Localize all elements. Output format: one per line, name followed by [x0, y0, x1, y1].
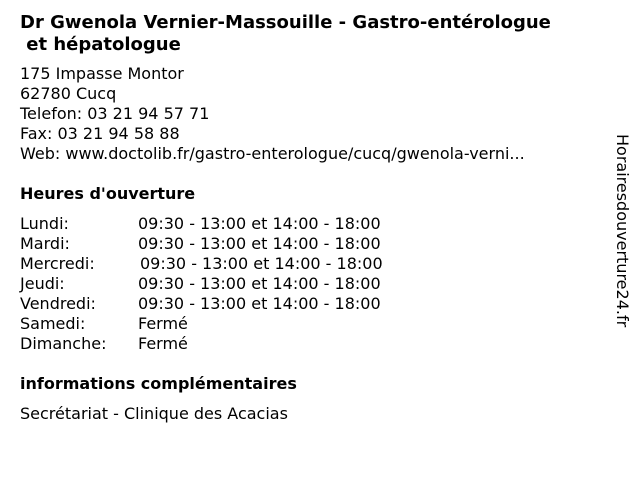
- day-label: Mercredi:: [20, 254, 95, 273]
- fax-number: Fax: 03 21 94 58 88: [20, 124, 180, 143]
- day-label: Samedi:: [20, 314, 86, 333]
- website-link[interactable]: Web: www.doctolib.fr/gastro-enterologue/cucq/gwenola-verni...: [20, 144, 525, 163]
- title-line-2: et hépatologue: [20, 34, 181, 55]
- day-label: Vendredi:: [20, 294, 96, 313]
- title-line-1: Dr Gwenola Vernier-Massouille - Gastro-entérologue: [20, 12, 551, 33]
- city-address: 62780 Cucq: [20, 84, 117, 103]
- phone-number: Telefon: 03 21 94 57 71: [20, 104, 210, 123]
- hours-value: Fermé: [138, 334, 188, 353]
- site-watermark: Horairesdouverture24.fr: [613, 134, 632, 328]
- day-label: Lundi:: [20, 214, 69, 233]
- hours-value: Fermé: [138, 314, 188, 333]
- additional-info-heading: informations complémentaires: [20, 374, 297, 393]
- address-block: [20, 64, 600, 164]
- opening-hours-heading: Heures d'ouverture: [20, 184, 196, 203]
- day-label: Jeudi:: [20, 274, 65, 293]
- hours-value: 09:30 - 13:00 et 14:00 - 18:00: [140, 254, 383, 273]
- street-address: 175 Impasse Montor: [20, 64, 184, 83]
- day-label: Dimanche:: [20, 334, 107, 353]
- page-title: [20, 12, 620, 56]
- hours-value: 09:30 - 13:00 et 14:00 - 18:00: [138, 294, 381, 313]
- day-label: Mardi:: [20, 234, 70, 253]
- hours-value: 09:30 - 13:00 et 14:00 - 18:00: [138, 214, 381, 233]
- hours-value: 09:30 - 13:00 et 14:00 - 18:00: [138, 274, 381, 293]
- hours-value: 09:30 - 13:00 et 14:00 - 18:00: [138, 234, 381, 253]
- additional-info-text: Secrétariat - Clinique des Acacias: [20, 404, 288, 423]
